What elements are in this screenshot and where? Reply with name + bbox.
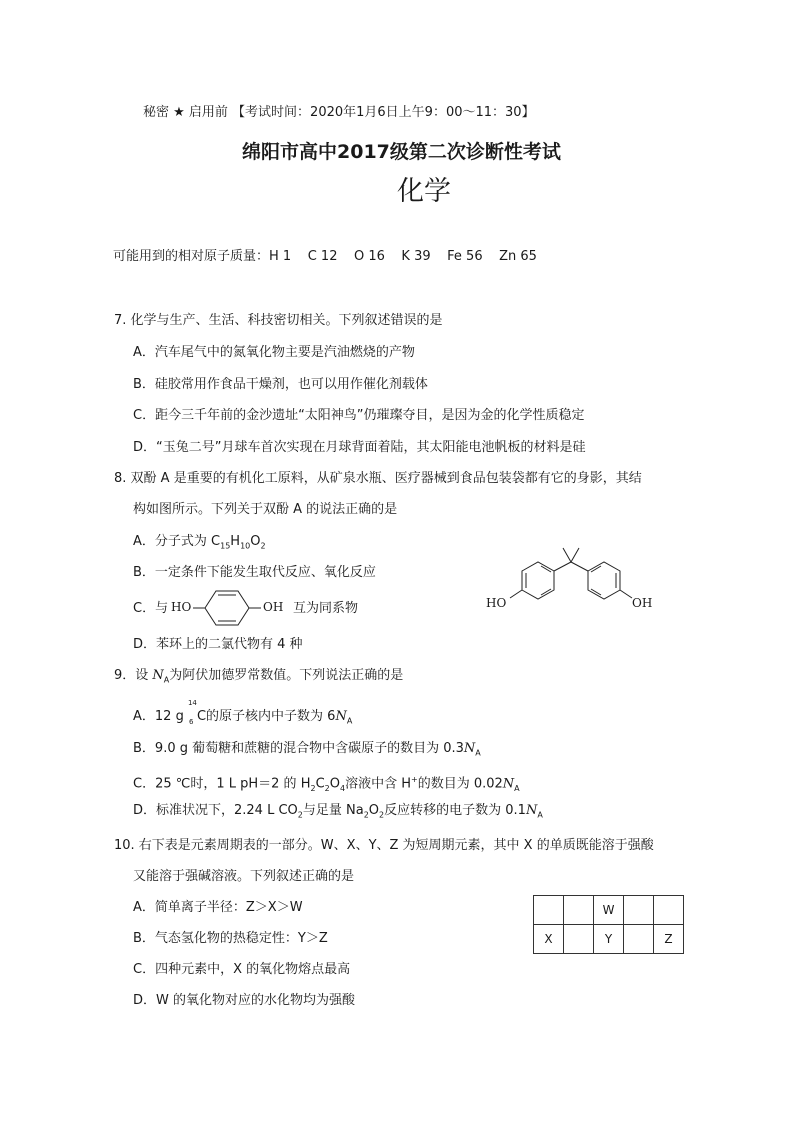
q7-stem: 7. 化学与生产、生活、科技密切相关。下列叙述错误的是 (114, 313, 443, 328)
q8-option-a (133, 534, 266, 555)
q9-a-prefix: A．12 g (133, 709, 188, 724)
q10-option-b: B．气态氢化物的热稳定性：Y＞Z (133, 931, 328, 946)
q8-option-c (133, 601, 168, 617)
q9-b-text: B．9.0 g 葡萄糖和蔗糖的混合物中含碳原子的数目为 0.3 (133, 741, 464, 756)
sub: 2 (310, 783, 316, 793)
q7-option-a: A．汽车尾气中的氮氧化物主要是汽油燃烧的产物 (133, 345, 415, 360)
q8-a-h: H (230, 534, 241, 549)
q9-option-a (133, 699, 353, 730)
table-cell (564, 925, 594, 954)
q9-c-c: C (315, 776, 325, 792)
bisphenol-ho-label: HO (486, 596, 507, 610)
sub: 2 (324, 783, 330, 793)
q9-c-na: N (502, 776, 515, 792)
table-cell: X (534, 925, 564, 954)
q9-option-c (133, 772, 520, 797)
q9-c-o: O (329, 776, 340, 792)
period-row-1 (534, 896, 684, 925)
q8-a-text: A．分子式为 C (133, 534, 221, 549)
q9-option-d (133, 803, 543, 824)
sub-2: 2 (260, 541, 266, 551)
table-cell: Y (594, 925, 624, 954)
nuclide-notation (187, 699, 197, 726)
q9-c-suffix: 的数目为 0.02 (417, 776, 503, 792)
mass-number: 14 (187, 699, 197, 707)
q8-c-suffix: 互为同系物 (293, 601, 359, 616)
bisphenol-a-structure (484, 540, 674, 620)
exam-secret-line: 秘密 ★ 启用前 【考试时间：2020年1月6日上午9：00～11：30】 (143, 105, 535, 120)
q9-a-na: N (335, 709, 347, 724)
q9-stem (114, 668, 403, 689)
q8-stem-line2: 构如图所示。下列关于双酚 A 的说法正确的是 (133, 502, 398, 517)
q9-d-o: O (368, 803, 380, 818)
atomic-mass-line: 可能用到的相对原子质量：H 1 C 12 O 16 K 39 Fe 56 Zn 65 (113, 249, 537, 264)
q9-d-suffix: 反应转移的电子数为 0.1 (384, 803, 526, 818)
q9-na-sub: A (163, 675, 170, 685)
atomic-number: 6 (188, 718, 194, 726)
q9-d-na-sub: A (537, 810, 543, 820)
q9-b-na-sub: A (475, 748, 481, 758)
hydroquinone-oh-label: OH (263, 600, 284, 614)
q9-d-mid: 与足量 Na (302, 803, 364, 818)
q10-option-d: D．W 的氧化物对应的水化物均为强酸 (133, 993, 355, 1008)
q9-d-na: N (525, 803, 538, 818)
q10-option-a: A．简单离子半径：Z＞X＞W (133, 900, 303, 915)
q8-option-b: B．一定条件下能发生取代反应、氧化反应 (133, 565, 376, 580)
sub: 2 (363, 810, 369, 820)
q10-stem-line2: 又能溶于强碱溶液。下列叙述正确的是 (133, 869, 355, 884)
sub: 2 (379, 810, 385, 820)
period-row-2 (534, 925, 684, 954)
q9-c-prefix: C．25 ℃时，1 L pH＝2 的 H (133, 776, 311, 792)
q9-b-na: N (463, 741, 476, 756)
table-cell (624, 896, 654, 925)
table-cell (534, 896, 564, 925)
q9-stem-suffix: 为阿伏加德罗常数值。下列说法正确的是 (169, 668, 404, 683)
periodic-table-fragment (533, 895, 684, 954)
q9-c-mid: 溶液中含 H (345, 776, 411, 792)
q8-stem-line1: 8. 双酚 A 是重要的有机化工原料，从矿泉水瓶、医疗器械到食品包装袋都有它的身影，其结 (114, 471, 642, 486)
table-cell: Z (654, 925, 684, 954)
sub: 4 (339, 783, 346, 793)
sup-plus: + (410, 775, 418, 784)
bisphenol-oh-label: OH (632, 596, 653, 610)
exam-title: 绵阳市高中2017级第二次诊断性考试 (242, 141, 561, 163)
q9-c-na-sub: A (514, 783, 520, 793)
hydroquinone-structure (171, 589, 289, 627)
q9-a-suffix: 的原子核内中子数为 6 (206, 709, 336, 724)
q10-stem-line1: 10. 右下表是元素周期表的一部分。W、X、Y、Z 为短周期元素，其中 X 的单质既能溶于强酸 (114, 838, 654, 853)
table-cell (624, 925, 654, 954)
sub-15: 15 (220, 541, 231, 551)
q8-c-prefix: C．与 (133, 601, 169, 616)
table-cell: W (594, 896, 624, 925)
table-cell (564, 896, 594, 925)
q9-option-b (133, 741, 481, 762)
hydroquinone-ring (193, 589, 261, 627)
q9-a-element: C (196, 709, 207, 724)
q8-option-d: D．苯环上的二氯代物有 4 种 (133, 637, 303, 652)
hydroquinone-ho-label: HO (171, 600, 192, 614)
subject-title: 化学 (397, 176, 451, 207)
q9-d-prefix: D．标准状况下，2.24 L CO (133, 803, 298, 818)
q7-option-c: C．距今三千年前的金沙遗址“太阳神鸟”仍璀璨夺目，是因为金的化学性质稳定 (133, 408, 585, 423)
q9-a-na-sub: A (346, 716, 353, 726)
q7-option-d: D．“玉兔二号”月球车首次实现在月球背面着陆，其太阳能电池帆板的材料是硅 (133, 440, 586, 455)
sub: 2 (297, 810, 303, 820)
sub-10: 10 (240, 541, 251, 551)
q8-a-o: O (250, 534, 261, 549)
table-cell (654, 896, 684, 925)
q7-option-b: B．硅胶常用作食品干燥剂，也可以用作催化剂载体 (133, 377, 428, 392)
q9-stem-prefix: 9．设 (114, 668, 153, 683)
q9-na-symbol: N (152, 668, 164, 683)
q10-option-c: C．四种元素中，X 的氧化物熔点最高 (133, 962, 351, 977)
